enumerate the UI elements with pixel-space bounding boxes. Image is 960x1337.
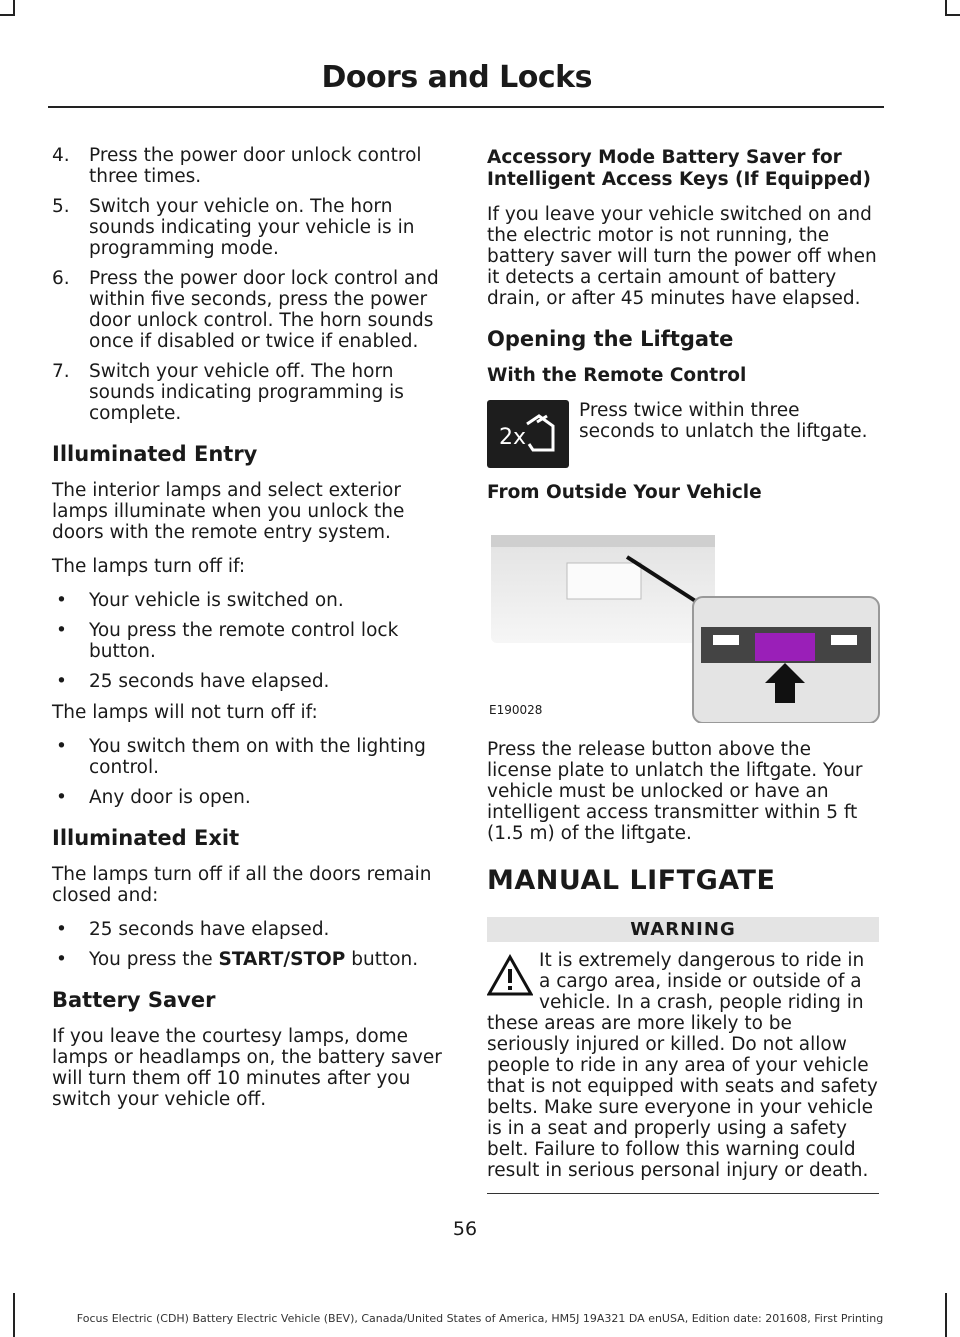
- step-text: Press the power door lock control and within five seconds, press the power door unlock control. The horn sounds once if disabled or twice if enabled.: [89, 268, 439, 352]
- list-item: • 25 seconds have elapsed.: [56, 919, 330, 940]
- left-column: [52, 145, 448, 1123]
- list-item: • You press the remote control lock button.: [56, 620, 399, 662]
- list-item-text: Your vehicle is switched on.: [89, 590, 344, 611]
- liftgate-release-figure: [487, 517, 881, 723]
- start-stop-label: START/STOP: [218, 949, 346, 970]
- step-item: [52, 145, 448, 187]
- warning-rule: [487, 1193, 879, 1194]
- list-item-text: You press the: [89, 949, 219, 970]
- outside-heading: From Outside Your Vehicle: [487, 482, 762, 503]
- list-item-text: Any door is open.: [89, 787, 251, 808]
- list-item: • Your vehicle is switched on.: [56, 590, 344, 611]
- step-text: Switch your vehicle on. The horn sounds indicating your vehicle is in programming mode.: [89, 196, 415, 259]
- header-rule: [48, 106, 884, 108]
- page-title: Doors and Locks: [321, 60, 592, 95]
- step-number: 7.: [52, 361, 70, 382]
- lamps-not-off-list: [52, 736, 448, 808]
- lamps-off-list: [52, 590, 448, 692]
- liftgate-illustration: [487, 517, 881, 723]
- step-text: Switch your vehicle off. The horn sounds indicating programming is complete.: [89, 361, 404, 424]
- manual-liftgate-heading: MANUAL LIFTGATE: [487, 865, 776, 896]
- figure-label: E190028: [489, 703, 543, 717]
- illuminated-entry-intro: The interior lamps and select exterior lamps illuminate when you unlock the doors with the remote entry system.: [52, 480, 405, 543]
- warning-text: It is extremely dangerous to ride in a cargo area, inside or outside of a vehicle. In a crash, people riding in these areas are more likely to be seriously injured or killed. Do not allow people to ride in any area of your vehicle that is not equipped with seats and safety belts. Make sure everyone in your vehicle is in a seat and properly using a safety belt. Failure to follow this warning could result in serious personal injury or death.: [487, 950, 878, 1181]
- illuminated-exit-intro: The lamps turn off if all the doors remain closed and:: [52, 864, 432, 906]
- lamps-not-off-if: The lamps will not turn off if:: [52, 702, 318, 723]
- step-number: 5.: [52, 196, 70, 217]
- step-item: [52, 196, 448, 259]
- outside-text: Press the release button above the license plate to unlatch the liftgate. Your vehicle must be unlocked or have an intelligent access transmitter within 5 ft (1.5 m) of the liftgate.: [487, 739, 863, 844]
- remote-control-heading: With the Remote Control: [487, 365, 747, 386]
- remote-text: Press twice within three seconds to unlatch the liftgate.: [579, 400, 868, 442]
- warning-triangle-icon: [487, 954, 533, 998]
- battery-saver-heading: Battery Saver: [52, 988, 216, 1012]
- crop-mark: [0, 14, 14, 16]
- step-text: Press the power door unlock control three times.: [89, 145, 422, 187]
- step-number: 6.: [52, 268, 70, 289]
- remote-row: [487, 400, 879, 468]
- liftgate-heading: Opening the Liftgate: [487, 327, 734, 351]
- page-number: 56: [452, 1218, 478, 1240]
- illuminated-exit-heading: Illuminated Exit: [52, 826, 240, 850]
- step-item: [52, 268, 448, 352]
- programming-steps: [52, 145, 448, 424]
- list-item-text: You switch them on with the lighting control.: [89, 736, 426, 778]
- accessory-text: If you leave your vehicle switched on and the electric motor is not running, the battery saver will turn the power off when it detects a certain amount of battery drain, or after 45 minutes have elapsed.: [487, 204, 877, 309]
- list-item: • Any door is open.: [56, 787, 251, 808]
- battery-saver-text: If you leave the courtesy lamps, dome lamps or headlamps on, the battery saver will turn them off 10 minutes after you switch your vehicle off.: [52, 1026, 442, 1110]
- right-column: [487, 145, 879, 1194]
- accessory-heading: Accessory Mode Battery Saver for Intelligent Access Keys (If Equipped): [487, 147, 871, 190]
- list-item: • 25 seconds have elapsed.: [56, 671, 330, 692]
- step-item: [52, 361, 448, 424]
- liftgate-remote-icon: [487, 400, 569, 468]
- remote-icon-text: 2x: [499, 425, 527, 450]
- warning-heading: WARNING: [487, 917, 879, 942]
- crop-mark: [946, 14, 960, 16]
- list-item-text: 25 seconds have elapsed.: [89, 671, 330, 692]
- exit-list: [52, 919, 448, 970]
- page-footer: Focus Electric (CDH) Battery Electric Vehicle (BEV), Canada/United States of America, HM5J 19A321 DA enUSA, Edition date: 201608, First Printing: [76, 1312, 884, 1325]
- list-item-text: 25 seconds have elapsed.: [89, 919, 330, 940]
- step-number: 4.: [52, 145, 70, 166]
- list-item-text: button.: [345, 949, 419, 970]
- list-item: • You press the START/STOP button.: [56, 949, 419, 970]
- lamps-off-if: The lamps turn off if:: [52, 556, 246, 577]
- list-item-text: You press the remote control lock button.: [89, 620, 399, 662]
- illuminated-entry-heading: Illuminated Entry: [52, 442, 258, 466]
- list-item: • You switch them on with the lighting control.: [56, 736, 426, 778]
